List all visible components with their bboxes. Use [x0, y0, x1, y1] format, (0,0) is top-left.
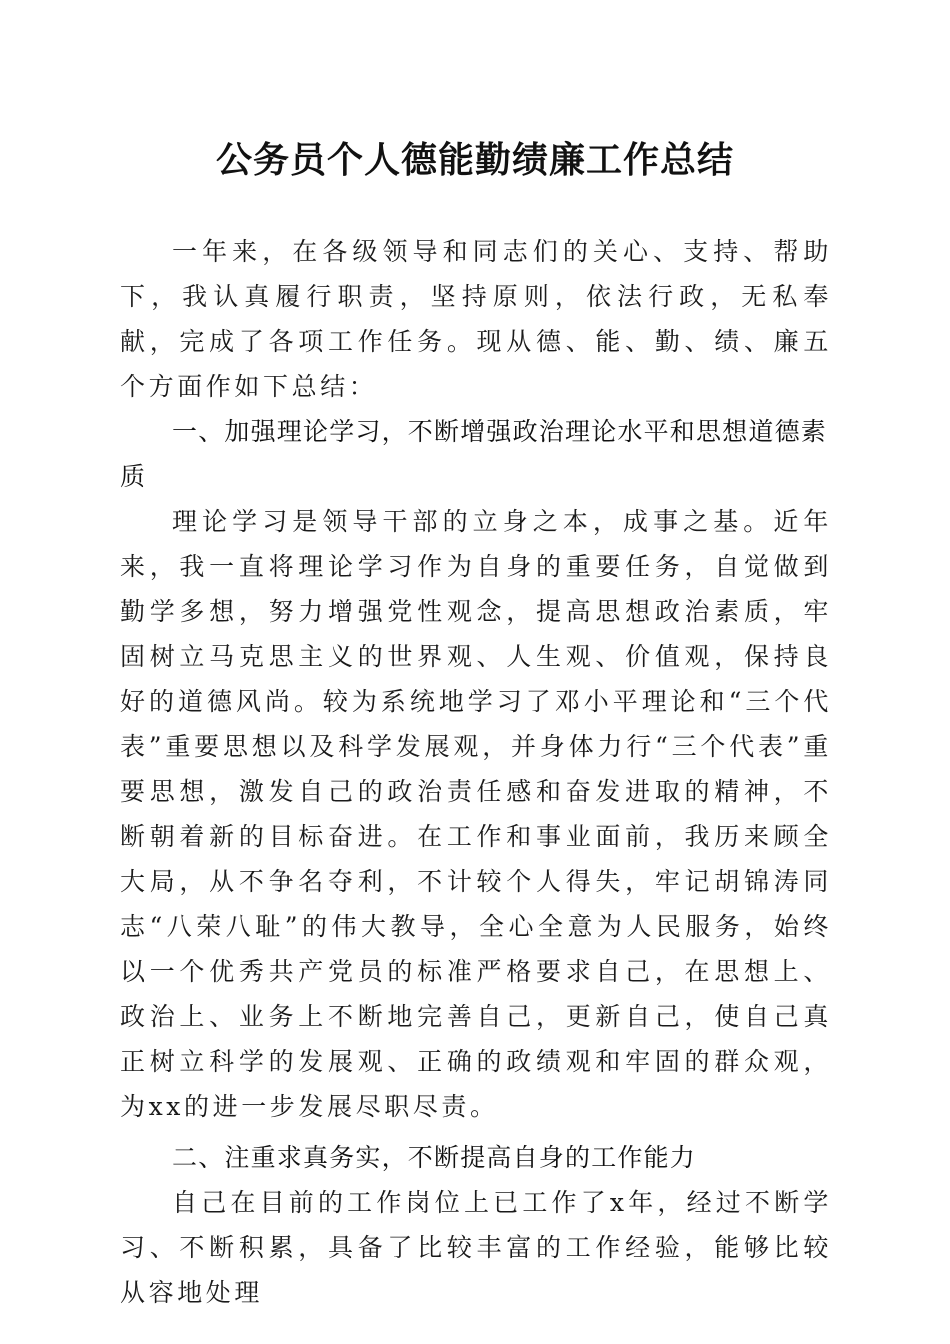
document-title: 公务员个人德能勤绩廉工作总结	[215, 139, 734, 181]
section-1-paragraph: 理论学习是领导干部的立身之本，成事之基。近年来，我一直将理论学习作为自身的重要任务，自觉做到勤学多想，努力增强党性观念，提高思想政治素质，牢固树立马克思主义的世界观、人生观、价值观，保持良好的道德风尚。较为系统地学习了邓小平理论和“三个代表”重要思想以及科学发展观，并身体力行“三个代表”重要思想，激发自己的政治责任感和奋发进取的精神，不断朝着新的目标奋进。在工作和事业面前，我历来顾全大局，从不争名夺利，不计较个人得失，牢记胡锦涛同志“八荣八耻”的伟大教导，全心全意为人民服务，始终以一个优秀共产党员的标准严格要求自己，在思想上、政治上、业务上不断地完善自己，更新自己，使自己真正树立科学的发展观、正确的政绩观和牢固的群众观，为xx的进一步发展尽职尽责。	[120, 507, 832, 1121]
intro-paragraph: 一年来，在各级领导和同志们的关心、支持、帮助下，我认真履行职责，坚持原则，依法行政，无私奉献，完成了各项工作任务。现从德、能、勤、绩、廉五个方面作如下总结：	[120, 237, 832, 401]
document-body	[120, 229, 832, 1315]
section-2-paragraph: 自己在目前的工作岗位上已工作了x年，经过不断学习、不断积累，具备了比较丰富的工作经验，能够比较从容地处理	[120, 1188, 832, 1307]
section-1-heading: 一、加强理论学习，不断增强政治理论水平和思想道德素质	[120, 417, 828, 491]
section-2-heading: 二、注重求真务实，不断提高自身的工作能力	[172, 1143, 697, 1172]
